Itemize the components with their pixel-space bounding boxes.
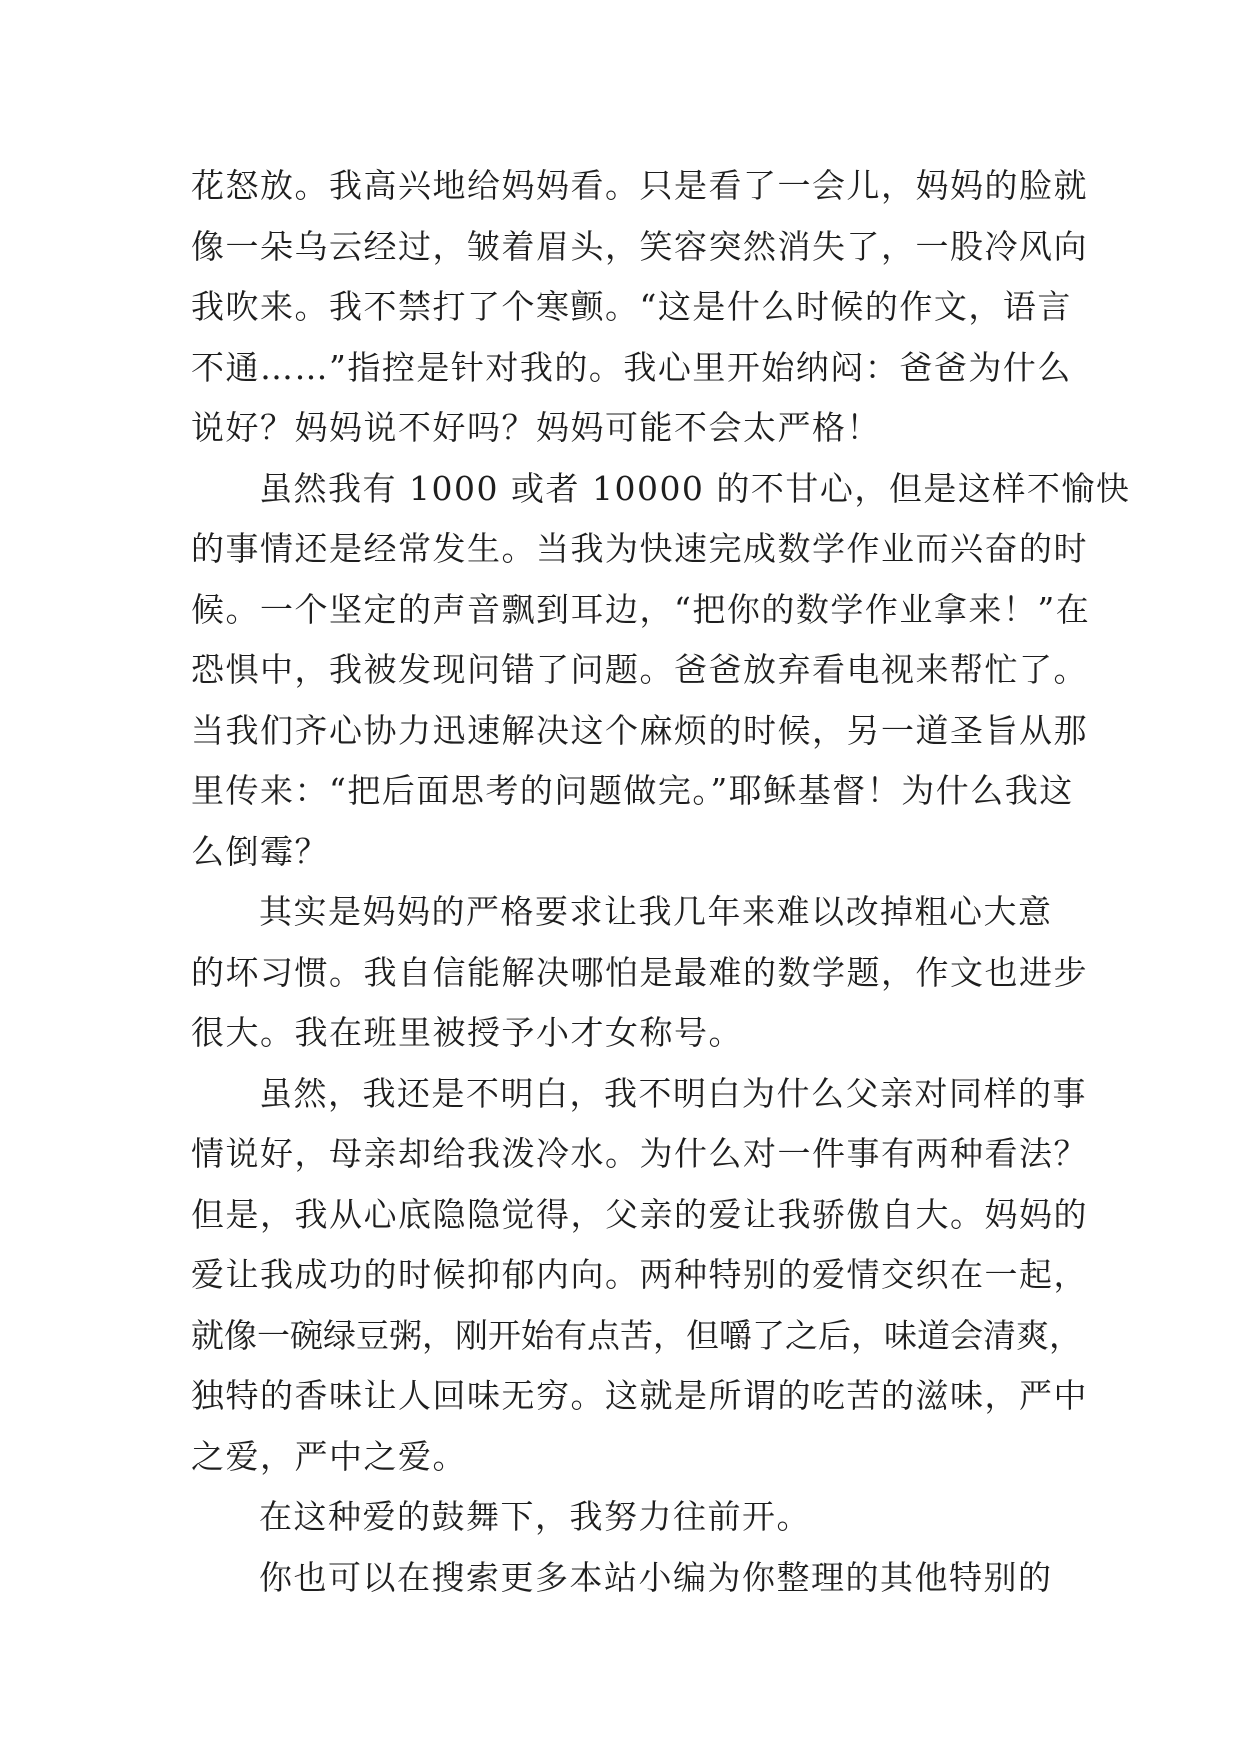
text-line: 但是，我从心底隐隐觉得，父亲的爱让我骄傲自大。妈妈的 <box>191 1194 1088 1234</box>
text-line: 独特的香味让人回味无穷。这就是所谓的吃苦的滋味，严中 <box>191 1376 1088 1415</box>
body-text <box>191 156 1131 1608</box>
text-line: 的坏习惯。我自信能解决哪怕是最难的数学题，作文也进步 <box>191 952 1088 992</box>
text-line: 爱让我成功的时候抑郁内向。两种特别的爱情交织在一起， <box>191 1255 1088 1294</box>
text-line: 恐惧中，我被发现问错了问题。爸爸放弃看电视来帮忙了。 <box>191 650 1088 689</box>
text-line: 里传来：“把后面思考的问题做完。”耶稣基督！为什么我这 <box>191 771 1074 810</box>
text-line: 候。一个坚定的声音飘到耳边，“把你的数学作业拿来！”在 <box>191 589 1091 629</box>
text-line: 么倒霉？ <box>191 831 329 871</box>
text-line: 像一朵乌云经过，皱着眉头，笑容突然消失了，一股冷风向 <box>191 226 1088 266</box>
text-line: 情说好，母亲却给我泼冷水。为什么对一件事有两种看法？ <box>191 1134 1088 1173</box>
text-line: 当我们齐心协力迅速解决这个麻烦的时候，另一道圣旨从那 <box>191 710 1088 750</box>
text-line: 我吹来。我不禁打了个寒颤。“这是什么时候的作文，语言 <box>191 287 1072 326</box>
text-line: 不通……”指控是针对我的。我心里开始纳闷：爸爸为什么 <box>191 347 1072 387</box>
text-line: 的事情还是经常发生。当我为快速完成数学作业而兴奋的时 <box>191 529 1088 568</box>
text-line: 说好？妈妈说不好吗？妈妈可能不会太严格！ <box>191 408 881 447</box>
paragraph-first-line: 其实是妈妈的严格要求让我几年来难以改掉粗心大意 <box>259 892 1053 931</box>
text-line: 之爱，严中之爱。 <box>191 1436 467 1476</box>
text-line: 很大。我在班里被授予小才女称号。 <box>191 1013 743 1052</box>
text-line: 花怒放。我高兴地给妈妈看。只是看了一会儿，妈妈的脸就 <box>191 166 1088 205</box>
paragraph-first-line: 虽然，我还是不明白，我不明白为什么父亲对同样的事 <box>259 1073 1087 1113</box>
text-line: 就像一碗绿豆粥，刚开始有点苦，但嚼了之后，味道会清爽， <box>191 1315 1082 1355</box>
paragraph-first-line: 虽然我有 1000 或者 10000 的不甘心，但是这样不愉快 <box>259 468 1131 508</box>
paragraph-first-line: 在这种爱的鼓舞下，我努力往前开。 <box>259 1497 811 1536</box>
paragraph-first-line: 你也可以在搜索更多本站小编为你整理的其他特别的 <box>259 1557 1053 1597</box>
